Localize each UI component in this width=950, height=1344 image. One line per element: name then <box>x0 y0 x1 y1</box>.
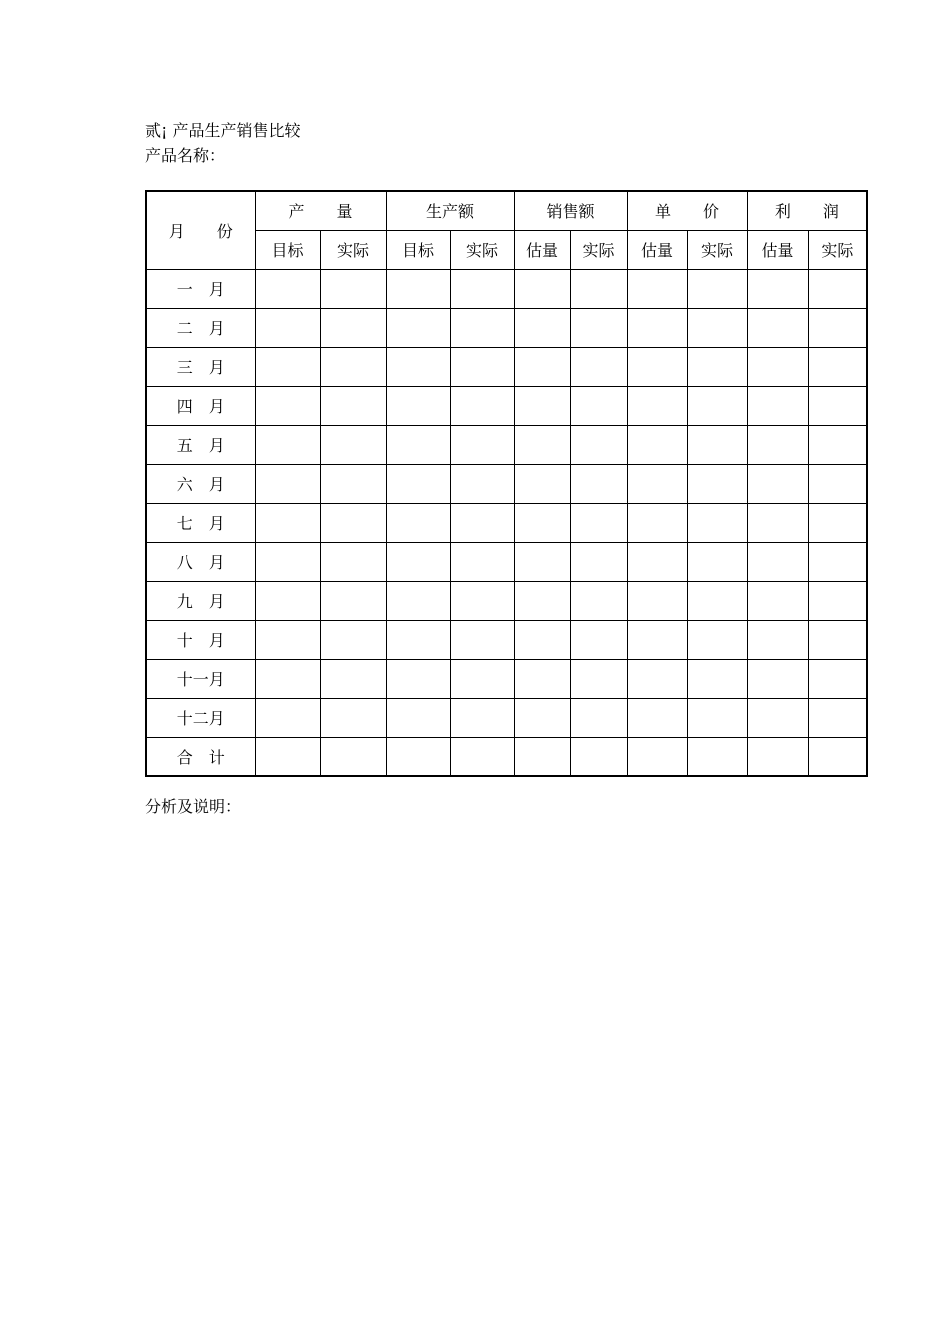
data-cell[interactable] <box>627 464 687 503</box>
data-cell[interactable] <box>386 308 450 347</box>
data-cell[interactable] <box>687 659 747 698</box>
data-cell[interactable] <box>386 737 450 776</box>
data-cell[interactable] <box>747 308 808 347</box>
data-cell[interactable] <box>747 386 808 425</box>
data-cell[interactable] <box>570 464 627 503</box>
data-cell[interactable] <box>627 659 687 698</box>
group-header-production-value: 生产额 <box>386 191 514 230</box>
data-cell[interactable] <box>808 542 867 581</box>
data-cell[interactable] <box>320 542 386 581</box>
sub-header: 实际 <box>687 230 747 269</box>
sub-header: 实际 <box>450 230 514 269</box>
data-cell[interactable] <box>747 698 808 737</box>
sub-header: 估量 <box>627 230 687 269</box>
data-cell[interactable] <box>808 464 867 503</box>
data-cell[interactable] <box>450 737 514 776</box>
data-cell[interactable] <box>320 659 386 698</box>
data-cell[interactable] <box>514 464 570 503</box>
data-cell[interactable] <box>255 269 320 308</box>
data-cell[interactable] <box>450 581 514 620</box>
sub-header: 实际 <box>808 230 867 269</box>
data-cell[interactable] <box>570 698 627 737</box>
table-row <box>146 269 867 308</box>
sub-header: 目标 <box>386 230 450 269</box>
data-cell[interactable] <box>570 308 627 347</box>
sub-header: 目标 <box>255 230 320 269</box>
row-label: 二 月 <box>146 308 255 347</box>
data-cell[interactable] <box>747 659 808 698</box>
data-cell[interactable] <box>687 737 747 776</box>
data-cell[interactable] <box>514 269 570 308</box>
table-row <box>146 308 867 347</box>
data-cell[interactable] <box>747 542 808 581</box>
data-cell[interactable] <box>687 308 747 347</box>
data-cell[interactable] <box>255 542 320 581</box>
data-cell[interactable] <box>627 425 687 464</box>
data-cell[interactable] <box>450 542 514 581</box>
table-row <box>146 737 867 776</box>
data-cell[interactable] <box>627 542 687 581</box>
data-cell[interactable] <box>514 308 570 347</box>
data-cell[interactable] <box>627 347 687 386</box>
data-cell[interactable] <box>386 581 450 620</box>
analysis-label: 分析及说明： <box>145 797 242 816</box>
data-cell[interactable] <box>320 308 386 347</box>
data-cell[interactable] <box>320 581 386 620</box>
data-cell[interactable] <box>320 503 386 542</box>
row-label: 十一月 <box>146 659 255 698</box>
sub-header: 实际 <box>320 230 386 269</box>
data-cell[interactable] <box>747 425 808 464</box>
data-cell[interactable] <box>627 386 687 425</box>
table-row <box>146 581 867 620</box>
data-cell[interactable] <box>627 698 687 737</box>
data-cell[interactable] <box>570 503 627 542</box>
comparison-table <box>145 190 868 777</box>
data-cell[interactable] <box>747 347 808 386</box>
data-cell[interactable] <box>514 425 570 464</box>
row-label: 四 月 <box>146 386 255 425</box>
data-cell[interactable] <box>747 620 808 659</box>
data-cell[interactable] <box>808 659 867 698</box>
row-label: 九 月 <box>146 581 255 620</box>
table-row <box>146 464 867 503</box>
data-cell[interactable] <box>570 659 627 698</box>
data-cell[interactable] <box>255 308 320 347</box>
data-cell[interactable] <box>320 386 386 425</box>
data-cell[interactable] <box>687 269 747 308</box>
data-cell[interactable] <box>386 698 450 737</box>
sub-header: 估量 <box>514 230 570 269</box>
table-row <box>146 347 867 386</box>
data-cell[interactable] <box>687 464 747 503</box>
data-cell[interactable] <box>627 620 687 659</box>
data-cell[interactable] <box>386 386 450 425</box>
data-cell[interactable] <box>255 620 320 659</box>
data-cell[interactable] <box>808 386 867 425</box>
data-cell[interactable] <box>386 347 450 386</box>
data-cell[interactable] <box>450 308 514 347</box>
data-cell[interactable] <box>386 464 450 503</box>
month-header: 月 份 <box>146 191 255 269</box>
data-cell[interactable] <box>514 386 570 425</box>
data-cell[interactable] <box>255 698 320 737</box>
table-row <box>146 698 867 737</box>
row-label: 五 月 <box>146 425 255 464</box>
data-cell[interactable] <box>808 308 867 347</box>
table-row <box>146 542 867 581</box>
data-cell[interactable] <box>570 581 627 620</box>
data-cell[interactable] <box>514 620 570 659</box>
data-cell[interactable] <box>808 698 867 737</box>
data-cell[interactable] <box>255 464 320 503</box>
data-cell[interactable] <box>514 698 570 737</box>
data-cell[interactable] <box>255 737 320 776</box>
group-header-sales-value: 销售额 <box>514 191 627 230</box>
data-cell[interactable] <box>687 620 747 659</box>
data-cell[interactable] <box>386 659 450 698</box>
data-cell[interactable] <box>687 581 747 620</box>
table-row <box>146 620 867 659</box>
data-cell[interactable] <box>808 425 867 464</box>
data-cell[interactable] <box>687 386 747 425</box>
data-cell[interactable] <box>570 620 627 659</box>
table-row <box>146 503 867 542</box>
data-cell[interactable] <box>514 737 570 776</box>
data-cell[interactable] <box>808 737 867 776</box>
data-cell[interactable] <box>627 503 687 542</box>
data-cell[interactable] <box>386 503 450 542</box>
data-cell[interactable] <box>570 269 627 308</box>
data-cell[interactable] <box>514 581 570 620</box>
product-name-label: 产品名称： <box>145 146 226 165</box>
data-cell[interactable] <box>450 464 514 503</box>
data-cell[interactable] <box>808 269 867 308</box>
data-cell[interactable] <box>255 386 320 425</box>
data-cell[interactable] <box>808 503 867 542</box>
sub-header: 估量 <box>747 230 808 269</box>
data-cell[interactable] <box>255 581 320 620</box>
sub-header: 实际 <box>570 230 627 269</box>
row-label: 三 月 <box>146 347 255 386</box>
data-cell[interactable] <box>320 698 386 737</box>
data-cell[interactable] <box>627 269 687 308</box>
data-cell[interactable] <box>808 581 867 620</box>
data-cell[interactable] <box>514 659 570 698</box>
data-cell[interactable] <box>450 269 514 308</box>
data-cell[interactable] <box>687 347 747 386</box>
table-row <box>146 659 867 698</box>
data-cell[interactable] <box>514 542 570 581</box>
data-cell[interactable] <box>386 269 450 308</box>
data-cell[interactable] <box>747 503 808 542</box>
data-cell[interactable] <box>570 347 627 386</box>
row-label: 六 月 <box>146 464 255 503</box>
data-cell[interactable] <box>687 698 747 737</box>
data-cell[interactable] <box>514 503 570 542</box>
table-body <box>146 269 867 776</box>
data-cell[interactable] <box>450 620 514 659</box>
data-cell[interactable] <box>808 620 867 659</box>
data-cell[interactable] <box>687 542 747 581</box>
data-cell[interactable] <box>687 503 747 542</box>
group-header-profit: 利 润 <box>747 191 867 230</box>
data-cell[interactable] <box>320 464 386 503</box>
data-cell[interactable] <box>570 425 627 464</box>
row-label: 合 计 <box>146 737 255 776</box>
data-cell[interactable] <box>514 347 570 386</box>
data-cell[interactable] <box>627 308 687 347</box>
header-row-sub <box>146 230 867 269</box>
data-cell[interactable] <box>255 347 320 386</box>
table-row <box>146 425 867 464</box>
data-cell[interactable] <box>255 425 320 464</box>
row-label: 一 月 <box>146 269 255 308</box>
data-cell[interactable] <box>687 425 747 464</box>
data-cell[interactable] <box>320 620 386 659</box>
data-cell[interactable] <box>450 347 514 386</box>
row-label: 十 月 <box>146 620 255 659</box>
data-cell[interactable] <box>747 581 808 620</box>
data-cell[interactable] <box>450 659 514 698</box>
data-cell[interactable] <box>627 737 687 776</box>
data-cell[interactable] <box>450 503 514 542</box>
data-cell[interactable] <box>627 581 687 620</box>
table-row <box>146 386 867 425</box>
data-cell[interactable] <box>450 386 514 425</box>
group-header-output: 产 量 <box>255 191 386 230</box>
row-label: 十二月 <box>146 698 255 737</box>
data-cell[interactable] <box>386 542 450 581</box>
row-label: 八 月 <box>146 542 255 581</box>
row-label: 七 月 <box>146 503 255 542</box>
header-row-groups <box>146 191 867 230</box>
data-cell[interactable] <box>450 698 514 737</box>
data-cell[interactable] <box>747 737 808 776</box>
data-cell[interactable] <box>450 425 514 464</box>
data-cell[interactable] <box>255 659 320 698</box>
group-header-unit-price: 单 价 <box>627 191 747 230</box>
data-cell[interactable] <box>386 425 450 464</box>
data-cell[interactable] <box>808 347 867 386</box>
data-cell[interactable] <box>570 737 627 776</box>
data-cell[interactable] <box>255 503 320 542</box>
data-cell[interactable] <box>570 542 627 581</box>
data-cell[interactable] <box>320 737 386 776</box>
data-cell[interactable] <box>386 620 450 659</box>
data-cell[interactable] <box>320 425 386 464</box>
data-cell[interactable] <box>320 347 386 386</box>
data-cell[interactable] <box>320 269 386 308</box>
document-title: 贰¡ 产品生产销售比较 <box>145 121 301 140</box>
data-cell[interactable] <box>570 386 627 425</box>
data-cell[interactable] <box>747 269 808 308</box>
data-cell[interactable] <box>747 464 808 503</box>
